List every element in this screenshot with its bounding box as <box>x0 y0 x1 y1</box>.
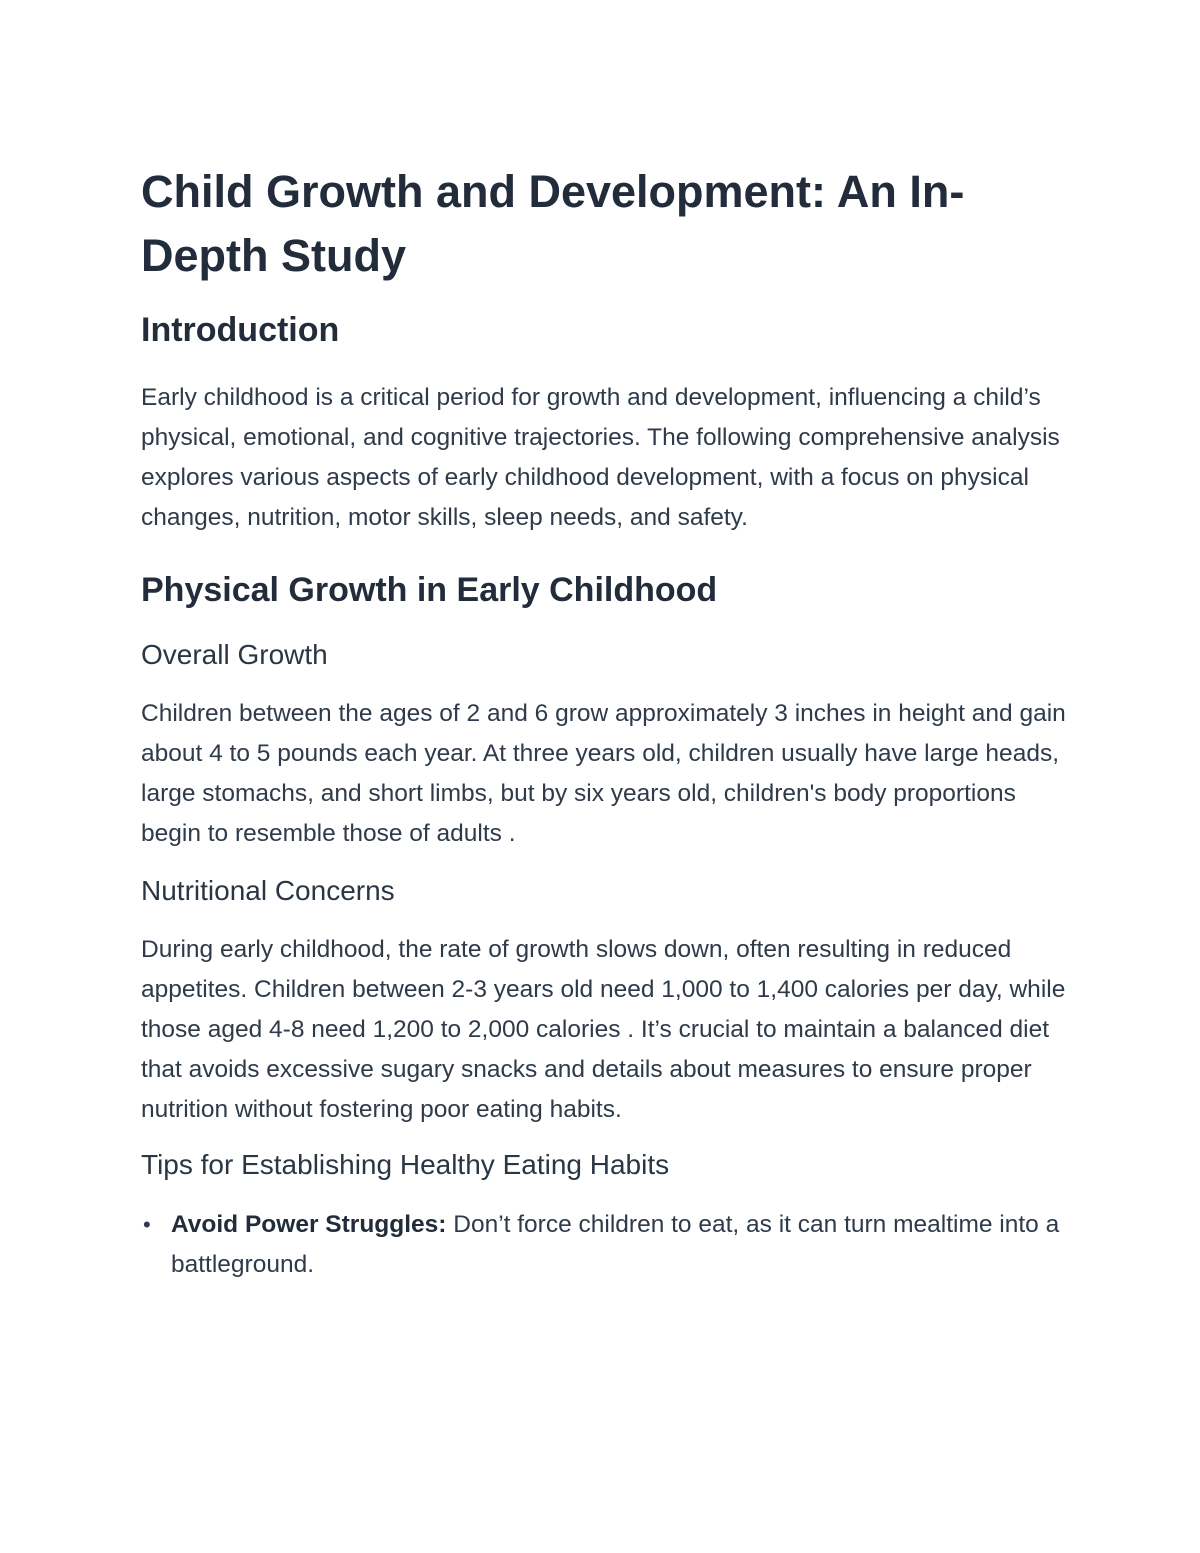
eating-habits-tips-heading: Tips for Establishing Healthy Eating Habits <box>141 1149 670 1180</box>
physical-growth-heading: Physical Growth in Early Childhood <box>141 571 718 609</box>
tip-label: Avoid Power Struggles: <box>171 1211 447 1238</box>
nutritional-concerns-heading: Nutritional Concerns <box>141 875 395 906</box>
overall-growth-paragraph: Children between the ages of 2 and 6 grow approximately 3 inches in height and gain about 4 to 5 pounds each year. At three years old, children usually have large heads, large stomachs, and short limbs, but by six years old, children's body proportions begin to resemble those of adults . <box>141 700 1066 847</box>
eating-habits-tips-list <box>141 1205 1071 1285</box>
nutritional-concerns-paragraph: During early childhood, the rate of growth slows down, often resulting in reduced appetites. Children between 2-3 years old need 1,000 to 1,400 calories per day, while those aged 4-8 need 1,200 to 2,000 calories . It’s crucial to maintain a balanced diet that avoids excessive sugary snacks and details about measures to ensure proper nutrition without fostering poor eating habits. <box>141 936 1066 1123</box>
bullet-icon: • <box>143 1212 151 1237</box>
list-item <box>141 1205 1071 1285</box>
introduction-heading: Introduction <box>141 311 340 349</box>
document-title: Child Growth and Development: An In-Depth Study <box>141 166 965 281</box>
document-page <box>141 160 1071 1285</box>
introduction-paragraph: Early childhood is a critical period for growth and development, influencing a child’s physical, emotional, and cognitive trajectories. The following comprehensive analysis explores various aspects of early childhood development, with a focus on physical changes, nutrition, motor skills, sleep needs, and safety. <box>141 384 1060 531</box>
tip-text: Don’t force children to eat, as it can turn mealtime into a battleground. <box>171 1211 1060 1278</box>
overall-growth-heading: Overall Growth <box>141 639 328 670</box>
